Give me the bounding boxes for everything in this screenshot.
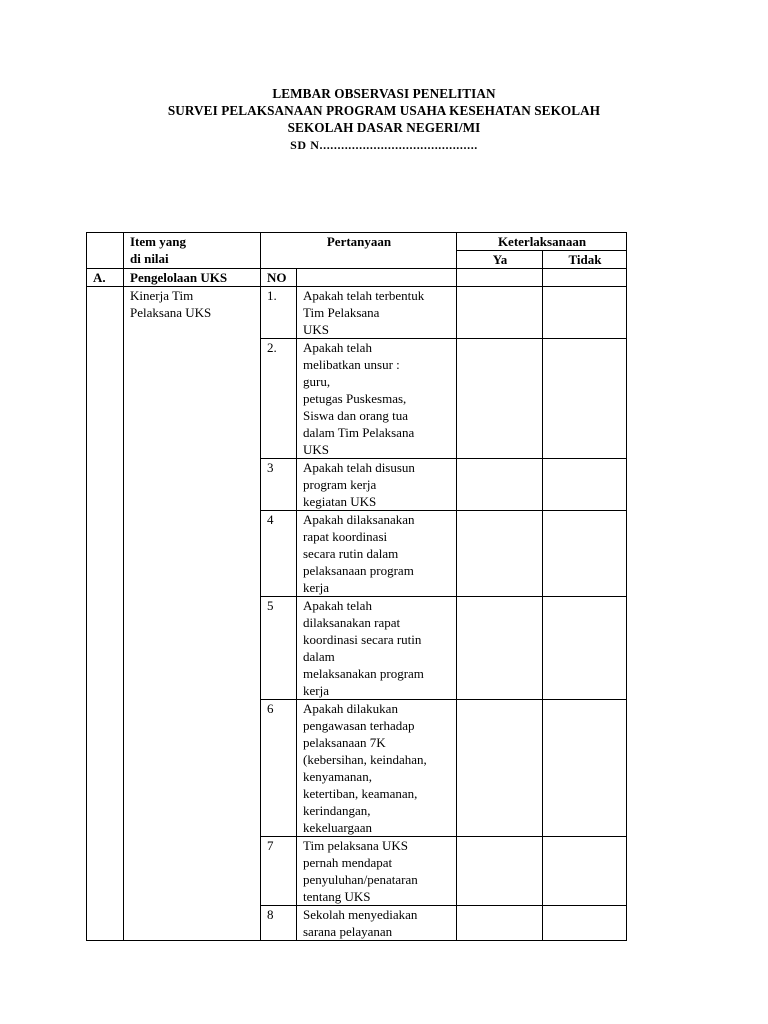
section-no-cell	[543, 269, 627, 287]
header-title: LEMBAR OBSERVASI PENELITIAN	[272, 86, 496, 101]
item-cell	[124, 287, 261, 339]
question-text	[297, 906, 457, 941]
question-text-line: kenyamanan,	[303, 769, 372, 784]
question-text-line: dalam Tim Pelaksana	[303, 425, 415, 440]
section-row	[87, 269, 627, 287]
question-text-line: (kebersihan, keindahan,	[303, 752, 427, 767]
question-text	[297, 459, 457, 511]
section-question-cell	[297, 269, 457, 287]
section-yes-cell	[457, 269, 543, 287]
question-text-line: tentang UKS	[303, 889, 371, 904]
answer-no-cell[interactable]	[543, 511, 627, 597]
answer-no-cell[interactable]	[543, 906, 627, 941]
question-text-line: koordinasi secara rutin	[303, 632, 422, 647]
question-text-line: pelaksanaan 7K	[303, 735, 386, 750]
question-text-line: dalam	[303, 649, 335, 664]
question-text	[297, 700, 457, 837]
question-row	[87, 459, 627, 511]
question-text-line: kerja	[303, 683, 329, 698]
question-row	[87, 287, 627, 339]
question-text-line: UKS	[303, 442, 330, 457]
question-number: 6	[261, 700, 297, 837]
question-text	[297, 339, 457, 459]
section-spacer-cell	[87, 837, 124, 906]
question-text	[297, 597, 457, 700]
question-text	[297, 511, 457, 597]
question-text-line: pengawasan terhadap	[303, 718, 415, 733]
yes-header-cell: Ya	[457, 251, 543, 269]
question-text-line: guru,	[303, 374, 331, 389]
item-header-cell	[124, 233, 261, 269]
question-text-line: rapat koordinasi	[303, 529, 388, 544]
question-text-line: kerja	[303, 580, 329, 595]
section-letter: A.	[87, 269, 124, 287]
item-cell	[124, 511, 261, 597]
question-row	[87, 906, 627, 941]
question-text-line: Apakah dilakukan	[303, 701, 398, 716]
answer-no-cell[interactable]	[543, 287, 627, 339]
question-number: 2.	[261, 339, 297, 459]
question-text-line: dilaksanakan rapat	[303, 615, 401, 630]
answer-yes-cell[interactable]	[457, 700, 543, 837]
question-text-line: pernah mendapat	[303, 855, 393, 870]
question-text-line: Tim pelaksana UKS	[303, 838, 408, 853]
question-text-line: Siswa dan orang tua	[303, 408, 409, 423]
question-text	[297, 287, 457, 339]
item-cell	[124, 339, 261, 459]
question-header-cell: Pertanyaan	[261, 233, 457, 269]
question-row	[87, 511, 627, 597]
blank-header-cell	[87, 233, 124, 269]
observation-table	[86, 232, 627, 941]
question-number: 3	[261, 459, 297, 511]
question-text-line: kekeluargaan	[303, 820, 373, 835]
question-number: 5	[261, 597, 297, 700]
question-text-line: melibatkan unsur :	[303, 357, 400, 372]
answer-yes-cell[interactable]	[457, 339, 543, 459]
question-text-line: Apakah telah	[303, 598, 372, 613]
question-text-line: petugas Puskesmas,	[303, 391, 407, 406]
item-cell	[124, 597, 261, 700]
question-text-line: Tim Pelaksana	[303, 305, 380, 320]
no-header-cell: Tidak	[543, 251, 627, 269]
question-text-line: UKS	[303, 322, 330, 337]
section-spacer-cell	[87, 287, 124, 339]
question-number: 8	[261, 906, 297, 941]
document-header	[0, 85, 768, 154]
header-school-type: SEKOLAH DASAR NEGERI/MI	[287, 120, 481, 135]
answer-yes-cell[interactable]	[457, 287, 543, 339]
answer-yes-cell[interactable]	[457, 597, 543, 700]
status-header-cell: Keterlaksanaan	[457, 233, 627, 251]
section-spacer-cell	[87, 459, 124, 511]
item-label-line-1: Kinerja Tim	[130, 288, 194, 303]
header-subtitle: SURVEI PELAKSANAAN PROGRAM USAHA KESEHATAN SEKOLAH	[167, 103, 601, 118]
item-cell	[124, 837, 261, 906]
table-header-row-1	[87, 233, 627, 251]
section-title: Pengelolaan UKS	[124, 269, 261, 287]
answer-no-cell[interactable]	[543, 459, 627, 511]
question-text-line: kegiatan UKS	[303, 494, 377, 509]
answer-yes-cell[interactable]	[457, 459, 543, 511]
item-cell	[124, 459, 261, 511]
answer-no-cell[interactable]	[543, 837, 627, 906]
question-text	[297, 837, 457, 906]
question-row	[87, 700, 627, 837]
question-row	[87, 339, 627, 459]
question-text-line: program kerja	[303, 477, 377, 492]
question-number: 1.	[261, 287, 297, 339]
question-text-line: sarana pelayanan	[303, 924, 393, 939]
section-spacer-cell	[87, 700, 124, 837]
section-spacer-cell	[87, 339, 124, 459]
header-school-name: SD N............................................	[290, 138, 478, 152]
answer-no-cell[interactable]	[543, 700, 627, 837]
question-number: 4	[261, 511, 297, 597]
item-header-line-2: di nilai	[130, 251, 169, 266]
answer-yes-cell[interactable]	[457, 906, 543, 941]
answer-no-cell[interactable]	[543, 339, 627, 459]
question-text-line: pelaksanaan program	[303, 563, 414, 578]
question-text-line: Apakah telah terbentuk	[303, 288, 425, 303]
question-text-line: secara rutin dalam	[303, 546, 399, 561]
answer-yes-cell[interactable]	[457, 511, 543, 597]
question-text-line: Sekolah menyediakan	[303, 907, 418, 922]
question-row	[87, 837, 627, 906]
item-header-line-1: Item yang	[130, 234, 186, 249]
question-number: 7	[261, 837, 297, 906]
answer-no-cell[interactable]	[543, 597, 627, 700]
question-text-line: Apakah telah	[303, 340, 372, 355]
question-text-line: melaksanakan program	[303, 666, 424, 681]
question-text-line: Apakah dilaksanakan	[303, 512, 415, 527]
section-spacer-cell	[87, 906, 124, 941]
no-column-label: NO	[261, 269, 297, 287]
question-text-line: ketertiban, keamanan,	[303, 786, 418, 801]
question-text-line: Apakah telah disusun	[303, 460, 415, 475]
answer-yes-cell[interactable]	[457, 837, 543, 906]
section-spacer-cell	[87, 511, 124, 597]
section-spacer-cell	[87, 597, 124, 700]
item-label-line-2: Pelaksana UKS	[130, 305, 212, 320]
question-row	[87, 597, 627, 700]
question-text-line: kerindangan,	[303, 803, 371, 818]
item-cell	[124, 700, 261, 837]
item-cell	[124, 906, 261, 941]
question-text-line: penyuluhan/penataran	[303, 872, 418, 887]
